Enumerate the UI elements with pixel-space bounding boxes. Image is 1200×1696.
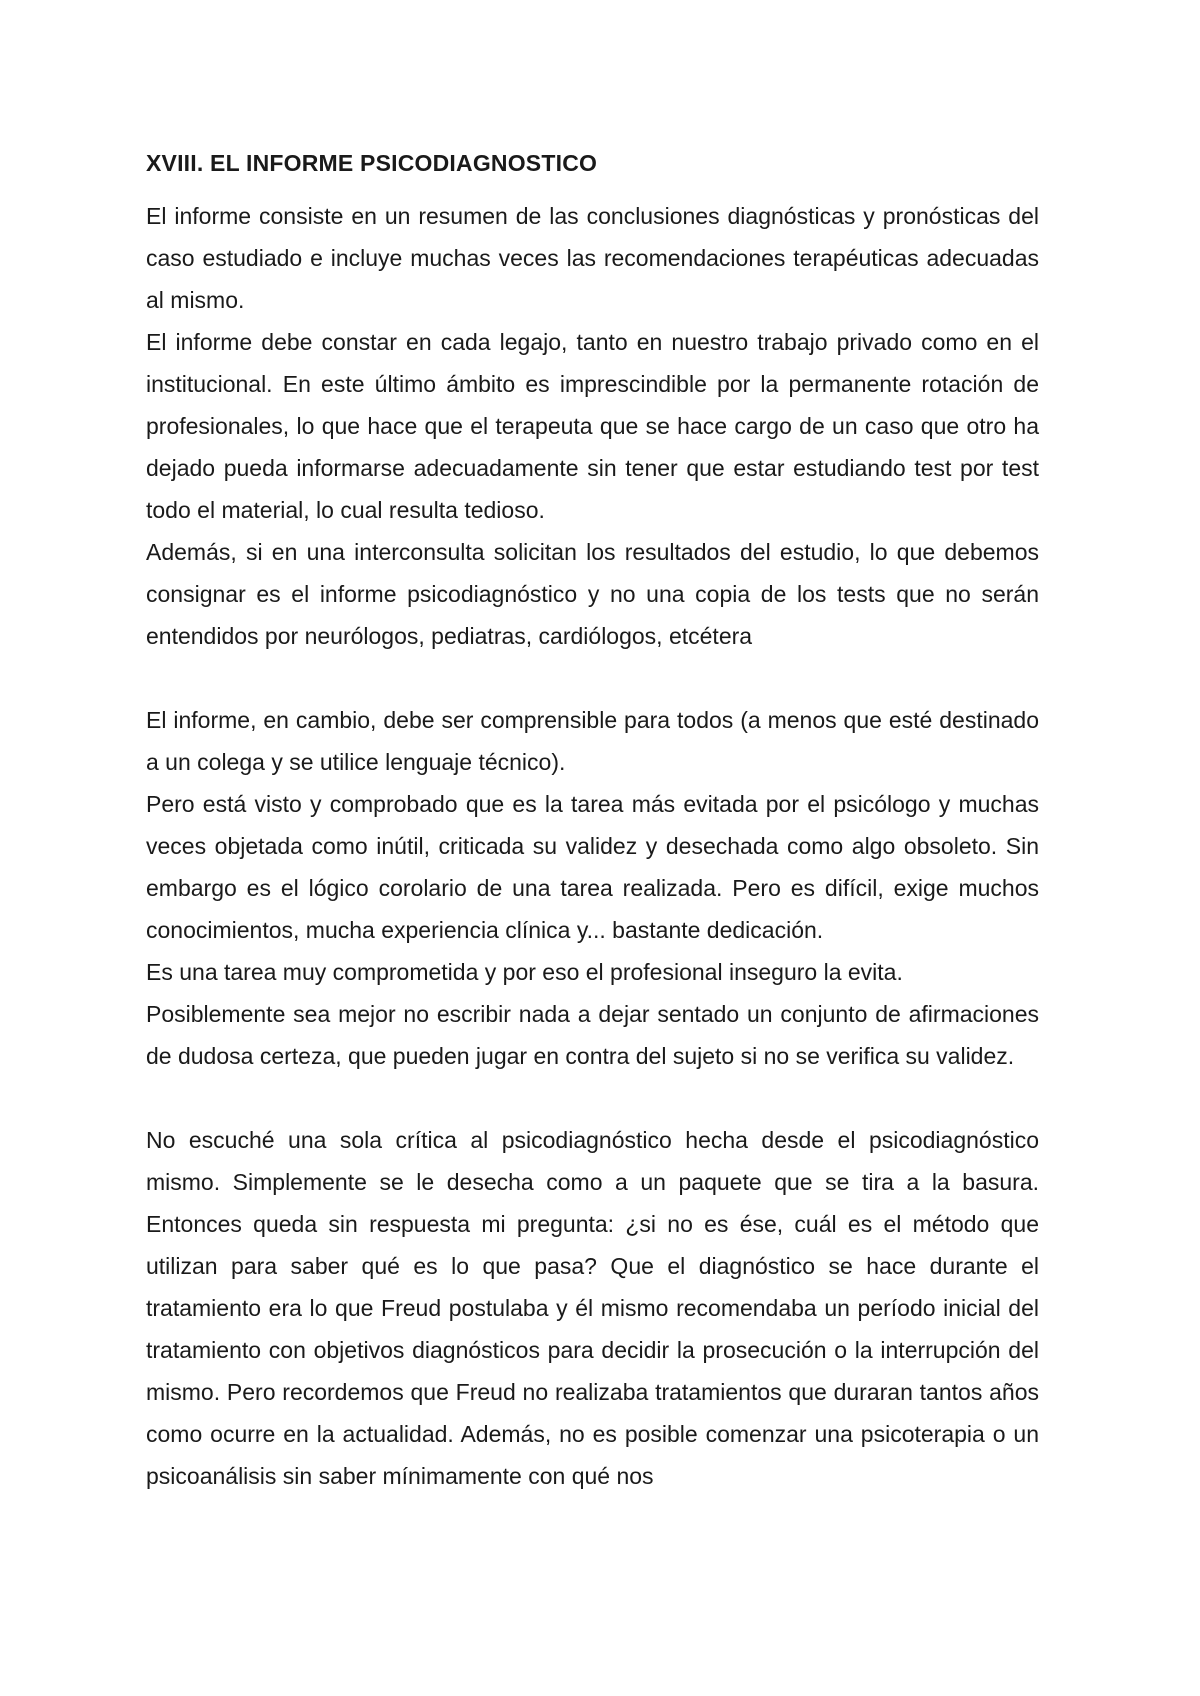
paragraph-intro: El informe consiste en un resumen de las conclusiones diagnósticas y pronósticas del caso estudiado e incluye muchas veces las recomendaciones terapéuticas adecuadas al mismo. xyxy=(146,203,1039,313)
paragraph-posiblemente: Posiblemente sea mejor no escribir nada a dejar sentado un conjunto de afirmaciones de dudosa certeza, que pueden jugar en contra del sujeto si no se verifica su validez. xyxy=(146,1001,1039,1069)
paragraph-interconsulta: Además, si en una interconsulta solicitan los resultados del estudio, lo que debemos consignar es el informe psicodiagnóstico y no una copia de los tests que no serán entendidos por neurólogos, pediatras, cardiólogos, etcétera xyxy=(146,539,1039,649)
paragraph-legajo: El informe debe constar en cada legajo, tanto en nuestro trabajo privado como en el institucional. En este último ámbito es imprescindible por la permanente rotación de profesionales, lo que hace que el terapeuta que se hace cargo de un caso que otro ha dejado pueda informarse adecuadamente sin tener que estar estudiando test por test todo el material, lo cual resulta tedioso. xyxy=(146,329,1039,523)
paragraph-critica: No escuché una sola crítica al psicodiagnóstico hecha desde el psicodiagnóstico mismo. Simplemente se le desecha como a un paquete que se tira a la basura. Entonces queda sin respuesta mi pregunta: ¿si no es ése, cuál es el método que utilizan para saber qué es lo que pasa? Que el diagnóstico se hace durante el tratamiento era lo que Freud postulaba y él mismo recomendaba un período inicial del tratamiento con objetivos diagnósticos para decidir la prosecución o la interrupción del mismo. Pero recordemos que Freud no realizaba tratamientos que duraran tantos años como ocurre en la actualidad. Además, no es posible comenzar una psicoterapia o un psicoanálisis sin saber mínimamente con qué nos xyxy=(146,1127,1039,1489)
paragraph-tarea-evitada: Pero está visto y comprobado que es la tarea más evitada por el psicólogo y muchas veces objetada como inútil, criticada su validez y desechada como algo obsoleto. Sin embargo es el lógico corolario de una tarea realizada. Pero es difícil, exige muchos conocimientos, mucha experiencia clínica y... bastante dedicación. xyxy=(146,791,1039,943)
document-title: XVIII. EL INFORME PSICODIAGNOSTICO xyxy=(146,150,598,176)
paragraph-spacer xyxy=(146,657,1039,699)
paragraph-comprometida: Es una tarea muy comprometida y por eso el profesional inseguro la evita. xyxy=(146,959,903,985)
paragraph-spacer xyxy=(146,1077,1039,1119)
document-body xyxy=(146,142,1039,1497)
paragraph-comprensible: El informe, en cambio, debe ser comprensible para todos (a menos que esté destinado a un colega y se utilice lenguaje técnico). xyxy=(146,707,1039,775)
